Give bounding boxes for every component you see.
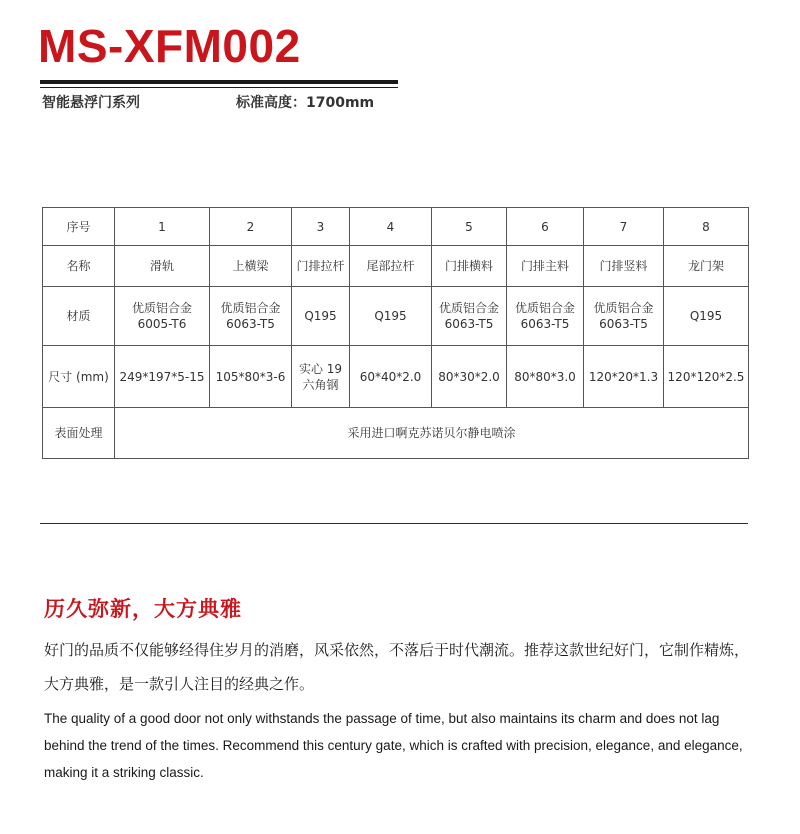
cell-name: 上横梁 [210, 246, 292, 287]
size-line: 120*20*1.3 [588, 369, 659, 384]
title-rule-thin [40, 87, 398, 88]
size-line: 80*30*2.0 [438, 369, 500, 384]
cell-index: 8 [664, 208, 749, 246]
row-label-surface: 表面处理 [43, 408, 115, 459]
cell-index: 4 [350, 208, 432, 246]
cell-material [292, 287, 350, 346]
cell-index: 7 [584, 208, 664, 246]
cell-size [584, 346, 664, 408]
row-label-index: 序号 [43, 208, 115, 246]
cell-size [664, 346, 749, 408]
slogan-heading: 历久弥新，大方典雅 [44, 597, 242, 621]
row-label-name: 名称 [43, 246, 115, 287]
series-label: 智能悬浮门系列 [42, 95, 140, 111]
material-line: 6005-T6 [137, 317, 187, 331]
material-line: Q195 [374, 309, 407, 323]
table-row-surface [43, 408, 749, 459]
standard-height-label: 标准高度：1700mm [236, 95, 375, 111]
cell-name: 门排竖料 [584, 246, 664, 287]
cell-name: 门排横料 [432, 246, 507, 287]
spec-table [42, 207, 749, 459]
cell-size [432, 346, 507, 408]
material-line: 优质铝合金 [438, 301, 499, 315]
cell-name: 门排主料 [507, 246, 584, 287]
size-line: 80*80*3.0 [514, 369, 576, 384]
cell-size [507, 346, 584, 408]
table-row-size [43, 346, 749, 408]
cell-material [584, 287, 664, 346]
cell-material [664, 287, 749, 346]
section-divider [40, 523, 748, 524]
cell-material [507, 287, 584, 346]
material-line: 6063-T5 [444, 317, 494, 331]
cell-index: 1 [115, 208, 210, 246]
cell-index: 3 [292, 208, 350, 246]
cell-name: 尾部拉杆 [350, 246, 432, 287]
cell-index: 6 [507, 208, 584, 246]
cell-material [350, 287, 432, 346]
cell-size [350, 346, 432, 408]
material-line: Q195 [304, 309, 337, 323]
size-line: 120*120*2.5 [667, 369, 745, 384]
cell-material [115, 287, 210, 346]
material-line: 优质铝合金 [593, 301, 654, 315]
cell-size [292, 346, 350, 408]
material-line: Q195 [689, 309, 723, 323]
table-row-index [43, 208, 749, 246]
cell-surface-treatment: 采用进口啊克苏诺贝尔静电喷涂 [115, 408, 749, 459]
size-line: 105*80*3-6 [215, 369, 286, 384]
cell-size [115, 346, 210, 408]
material-line: 6063-T5 [226, 317, 275, 331]
table-row-name [43, 246, 749, 287]
material-line: 优质铝合金 [220, 301, 281, 315]
row-label-size: 尺寸 (mm) [43, 346, 115, 408]
size-line: 60*40*2.0 [359, 369, 422, 384]
cell-name: 龙门架 [664, 246, 749, 287]
cell-material [210, 287, 292, 346]
table-row-material [43, 287, 749, 346]
size-line: 六角钢 [302, 377, 339, 392]
description-cn: 好门的品质不仅能够经得住岁月的消磨，风采依然，不落后于时代潮流。推荐这款世纪好门，它制作精炼，大方典雅，是一款引人注目的经典之作。 [44, 641, 750, 693]
material-line: 优质铝合金 [131, 301, 192, 315]
cell-name: 门排拉杆 [292, 246, 350, 287]
cell-material [432, 287, 507, 346]
material-line: 优质铝合金 [514, 301, 575, 315]
title-rule-thick [40, 80, 398, 84]
cell-index: 5 [432, 208, 507, 246]
size-line: 249*197*5-15 [119, 369, 205, 384]
size-line: 实心 19 [298, 361, 343, 376]
cell-size [210, 346, 292, 408]
material-line: 6063-T5 [599, 317, 648, 331]
model-code: MS-XFM002 [38, 20, 301, 72]
row-label-material: 材质 [43, 287, 115, 346]
description-en: The quality of a good door not only withstands the passage of time, but also maintains its charm and does not lag behind the trend of the times. Recommend this century gate, which is crafted with precision, elegance, and elegance, making it a striking classic. [44, 711, 743, 780]
cell-name: 滑轨 [115, 246, 210, 287]
cell-index: 2 [210, 208, 292, 246]
material-line: 6063-T5 [520, 317, 570, 331]
